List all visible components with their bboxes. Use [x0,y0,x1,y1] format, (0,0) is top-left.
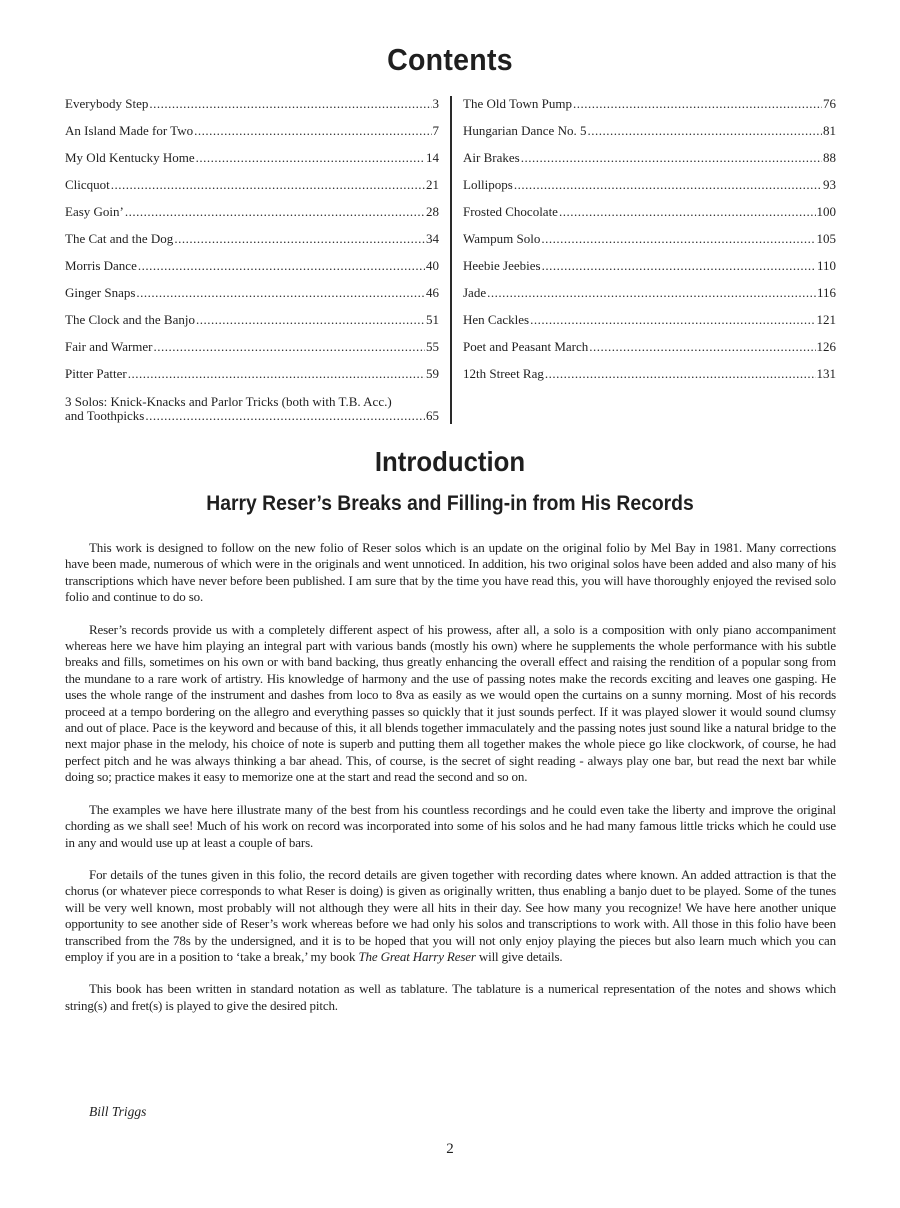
introduction-subtitle: Harry Reser’s Breaks and Filling-in from His Records [206,492,694,515]
contents-divider [450,96,452,424]
toc-entry[interactable]: Pitter Patter ..... 59 [65,366,439,393]
toc-entry[interactable]: Frosted Chocolate ..... 100 [463,204,836,231]
toc-entry[interactable]: Lollipops ..... 93 [463,177,836,204]
paragraph: This work is designed to follow on the new folio of Reser solos which is an update on the original folio by Mel Bay in 1981. Many corrections have been made, numerous of which were in the originals and went unnoticed. In addition, his two original solos have been added and also many of his transcriptions which have never before been published. I am sure that by the time you have read this, you will have thoroughly enjoyed the revised solo folio and continue to do so. [65,540,836,605]
toc-entry[interactable]: An Island Made for Two ..... 7 [65,123,439,150]
author-signature: Bill Triggs [89,1104,147,1119]
paragraph [65,867,836,965]
toc-entry[interactable]: Everybody Step ..... 3 [65,96,439,123]
toc-entry[interactable]: Clicquot ..... 21 [65,177,439,204]
page-number: 2 [446,1141,454,1157]
toc-entry[interactable]: Ginger Snaps ..... 46 [65,285,439,312]
toc-entry[interactable]: Air Brakes ..... 88 [463,150,836,177]
introduction-body [65,540,836,1030]
toc-entry[interactable]: The Cat and the Dog ..... 34 [65,231,439,258]
paragraph-suffix: will give details. [475,948,563,964]
paragraph: This book has been written in standard notation as well as tablature. The tablature is a numerical representation of the notes and shows which string(s) and fret(s) is played to give the desired pitch. [65,981,836,1013]
toc-entry[interactable]: 12th Street Rag ..... 131 [463,366,836,393]
paragraph: Reser’s records provide us with a completely different aspect of his prowess, after all, a solo is a composition with only piano accompaniment whereas here we have him playing an integral part with various bands (mostly his own) where he supplements the whole performance with his subtle breaks and fills, sometimes on his own or with band backing, thus greatly enhancing the overall effect and raising the rendition of a popular song from the mundane to a rare work of artistry. His knowledge of harmony and the use of passing notes make the records exciting and leaves one gasping. He uses the whole range of the instrument and dashes from loco to 8va as easily as we would open the curtains on a sunny morning. Most of his records proceed at a tempo bordering on the allegro and everything passes so quickly that it just sounds perfect. If it was played slower it would sound clumsy and out of place. Pace is the keyword and because of this, it all blends together immaculately and the passing notes just sound like a natural bridge to the next major phase in the melody, his choice of note is superb and putting them all together makes the whole piece go like clockwork, of course, he had perfect pitch and he was always thinking a bar ahead. This, of course, is the secret of sight reading - always play one bar, but read the next bar while doing so; practice makes it easy to memorize one at the start and read the second and so on. [65,621,836,785]
toc-entry-three-solos[interactable]: 3 Solos: Knick-Knacks and Parlor Tricks (both with T.B. Acc.) and Toothpicks ..... 65 [65,395,439,429]
toc-entry[interactable]: My Old Kentucky Home ..... 14 [65,150,439,177]
toc-entry[interactable]: The Clock and the Banjo ..... 51 [65,312,439,339]
contents-title: Contents [387,42,513,77]
contents-left-column [65,96,439,429]
paragraph: The examples we have here illustrate many of the best from his countless recordings and he could even take the liberty and improve the original chording as we shall see! Much of his work on record was incorporated into some of his solos and he had many famous little tricks which he could use in any and would use up at least a couple of bars. [65,801,836,850]
contents-right-column [463,96,836,393]
toc-entry[interactable]: The Old Town Pump ..... 76 [463,96,836,123]
book-title: The Great Harry Reser [358,948,476,964]
toc-entry[interactable]: Fair and Warmer ..... 55 [65,339,439,366]
introduction-title: Introduction [374,446,526,477]
toc-entry[interactable]: Morris Dance ..... 40 [65,258,439,285]
toc-entry[interactable]: Easy Goin’ ..... 28 [65,204,439,231]
toc-entry[interactable]: Wampum Solo ..... 105 [463,231,836,258]
toc-entry[interactable]: Heebie Jeebies ..... 110 [463,258,836,285]
toc-entry[interactable]: Poet and Peasant March ..... 126 [463,339,836,366]
toc-entry[interactable]: Hungarian Dance No. 5 ..... 81 [463,123,836,150]
toc-entry[interactable]: Jade ..... 116 [463,285,836,312]
paragraph-text: For details of the tunes given in this folio, the record details are given together with recording dates where known. An added attraction is that the chorus (or whatever piece corresponds to what Reser is doing) is given as originally written, thus enabling a banjo duet to be played. Some of the tunes will be very well known, most probably will not although they were all hits in their day. See how many you recognize! We have here another unique opportunity to see another side of Reser’s work whereas before we had only his solos and transcriptions to work with. All those in this folio have been transcribed from the 78s by the undersigned, and it is to be hoped that you will not only enjoy playing the pieces but also learn much which you can employ if you are in a position to ‘take a break,’ my book [65,866,836,964]
toc-entry[interactable]: Hen Cackles ..... 121 [463,312,836,339]
